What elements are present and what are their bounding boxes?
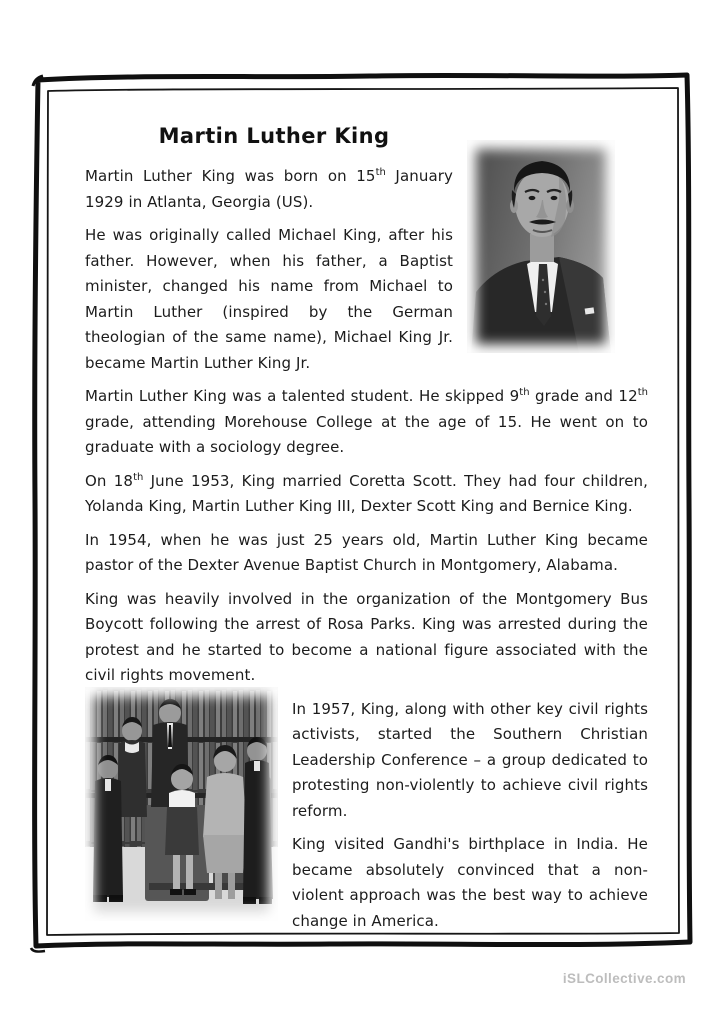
- girl-shoe: [184, 889, 196, 895]
- girl-leg: [173, 855, 180, 889]
- paragraph-name-origin: He was originally called Michael King, after his father. However, when his father, a Baptist minister, changed his name from Michael to Martin Luther (inspired by the German theologian of the same name), Michael King Jr. became Martin Luther King Jr.: [85, 226, 453, 372]
- mother-jacket: [203, 773, 247, 841]
- mother-skirt: [203, 835, 247, 873]
- paragraph-education: Martin Luther King was a talented student. He skipped 9th grade and 12th grade, attending Morehouse College at the age of 15. He went on to graduate with a sociology degree.: [85, 387, 648, 456]
- corner-tick: [31, 948, 45, 952]
- pocket-square: [585, 307, 595, 314]
- worksheet-content: [85, 121, 648, 942]
- paragraph-sclc: In 1957, King, along with other key civil rights activists, started the Southern Christian Leadership Conference – a group dedicated to protesting non-violently to achieve civil rights reform.: [292, 699, 648, 820]
- neck: [530, 234, 554, 262]
- boy-left-suit: [93, 778, 123, 897]
- mlk-portrait-photo: [467, 140, 615, 353]
- watermark-text: iSLCollective.com: [562, 971, 686, 986]
- paragraph-bus-boycott: King was heavily involved in the organization of the Montgomery Bus Boycott following the arrest of Rosa Parks. King was arrested during the protest and he started to become a national figure associated with the civil rights movement.: [85, 589, 648, 684]
- boy-left-shirt: [105, 779, 111, 791]
- paragraph-gandhi: King visited Gandhi's birthplace in India. He became absolutely convinced that a non-violent approach was the best way to achieve change in America.: [292, 835, 648, 930]
- boy-right-suit: [243, 760, 273, 899]
- girl-pinafore: [165, 807, 199, 855]
- mother-leg: [215, 873, 222, 899]
- corner-tick: [33, 76, 43, 86]
- paragraph-birth: Martin Luther King was born on 15th January 1929 in Atlanta, Georgia (US).: [85, 167, 454, 211]
- paragraph-marriage: On 18th June 1953, King married Coretta Scott. They had four children, Yolanda King, Martin Luther King III, Dexter Scott King and Bernice King.: [85, 471, 649, 515]
- boy-right-shirt: [254, 761, 260, 771]
- shoe: [259, 897, 272, 904]
- king-family-graphic: [85, 687, 278, 921]
- eye: [529, 196, 536, 200]
- eye: [551, 196, 558, 200]
- girl-leg: [186, 855, 193, 889]
- shoe: [109, 895, 123, 902]
- shoe: [243, 897, 256, 904]
- shoe: [93, 895, 107, 902]
- girl-shoe: [170, 889, 182, 895]
- paragraph-pastor: In 1954, when he was just 25 years old, Martin Luther King became pastor of the Dexter Avenue Baptist Church in Montgomery, Alabama.: [85, 530, 648, 574]
- mlk-portrait-graphic: [467, 140, 615, 353]
- mother-leg: [228, 873, 235, 899]
- page-title: Martin Luther King: [158, 124, 390, 148]
- king-family-photo: [85, 687, 278, 921]
